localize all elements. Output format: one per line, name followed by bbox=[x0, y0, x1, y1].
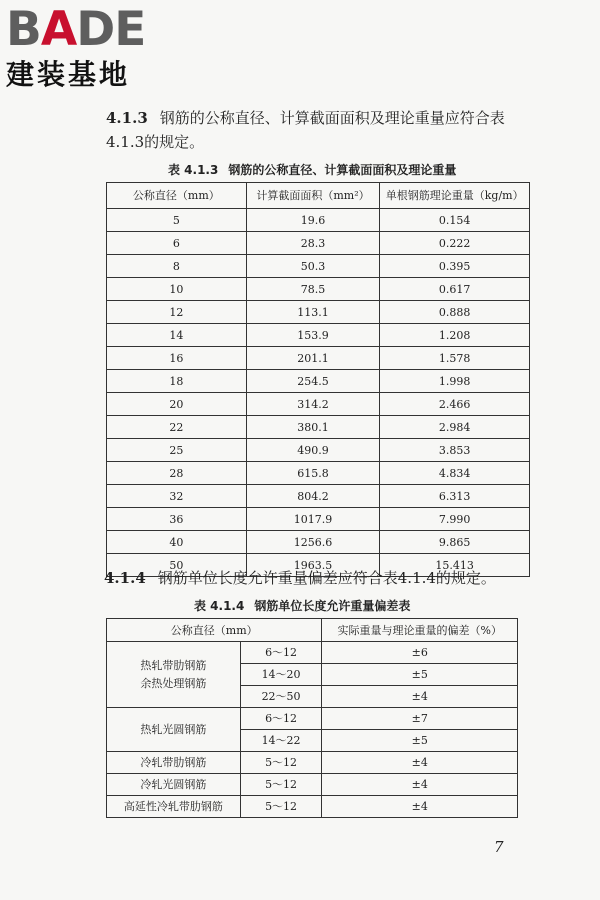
table-row bbox=[107, 370, 530, 393]
rebar-type-label: 冷轧带肋钢筋 bbox=[140, 755, 207, 769]
brand-wordmark: BADE bbox=[6, 2, 146, 57]
table-row bbox=[107, 301, 530, 324]
section-4-1-4-paragraph bbox=[104, 566, 534, 590]
rebar-properties-table bbox=[106, 182, 530, 577]
rebar-type-label: 余热处理钢筋 bbox=[140, 676, 207, 690]
diameter-range-cell: 22～50 bbox=[240, 686, 322, 708]
table-row bbox=[107, 642, 518, 664]
diameter-range-cell: 6～12 bbox=[240, 642, 322, 664]
section-area-cell: 615.8 bbox=[246, 462, 380, 485]
deviation-cell: ±4 bbox=[322, 774, 518, 796]
table-row bbox=[107, 774, 518, 796]
section-text: 钢筋单位长度允许重量偏差应符合表4.1.4的规定。 bbox=[157, 569, 496, 587]
theoretical-weight-cell: 0.154 bbox=[380, 209, 530, 232]
theoretical-weight-cell: 2.466 bbox=[380, 393, 530, 416]
table-row bbox=[107, 796, 518, 818]
nominal-diameter-cell: 28 bbox=[107, 462, 247, 485]
nominal-diameter-cell: 36 bbox=[107, 508, 247, 531]
rebar-type-label: 热轧带肋钢筋 bbox=[140, 658, 207, 672]
section-area-cell: 28.3 bbox=[246, 232, 380, 255]
header-section-area: 计算截面面积（mm²） bbox=[246, 183, 380, 209]
diameter-range-cell: 14～22 bbox=[240, 730, 322, 752]
rebar-type-cell bbox=[107, 708, 241, 752]
diameter-range-cell: 5～12 bbox=[240, 774, 322, 796]
nominal-diameter-cell: 25 bbox=[107, 439, 247, 462]
section-area-cell: 153.9 bbox=[246, 324, 380, 347]
theoretical-weight-cell: 6.313 bbox=[380, 485, 530, 508]
section-area-cell: 490.9 bbox=[246, 439, 380, 462]
table-header-row bbox=[107, 183, 530, 209]
theoretical-weight-cell: 0.222 bbox=[380, 232, 530, 255]
deviation-cell: ±7 bbox=[322, 708, 518, 730]
table-row bbox=[107, 708, 518, 730]
header-weight-deviation: 实际重量与理论重量的偏差（%） bbox=[322, 619, 518, 642]
weight-deviation-table bbox=[106, 618, 518, 818]
section-area-cell: 380.1 bbox=[246, 416, 380, 439]
deviation-cell: ±4 bbox=[322, 796, 518, 818]
deviation-cell: ±5 bbox=[322, 730, 518, 752]
nominal-diameter-cell: 14 bbox=[107, 324, 247, 347]
theoretical-weight-cell: 1.578 bbox=[380, 347, 530, 370]
diameter-range-cell: 5～12 bbox=[240, 752, 322, 774]
table-row bbox=[107, 462, 530, 485]
section-text: 钢筋的公称直径、计算截面面积及理论重量应符合表4.1.3的规定。 bbox=[106, 109, 505, 151]
table-row bbox=[107, 255, 530, 278]
rebar-type-label: 冷轧光圆钢筋 bbox=[140, 777, 207, 791]
nominal-diameter-cell: 50 bbox=[107, 554, 247, 577]
diameter-range-cell: 6～12 bbox=[240, 708, 322, 730]
table-row bbox=[107, 347, 530, 370]
page-number: 7 bbox=[494, 838, 504, 856]
deviation-cell: ±4 bbox=[322, 752, 518, 774]
table-4-1-3-caption: 表 4.1.3 钢筋的公称直径、计算截面面积及理论重量 bbox=[168, 163, 457, 177]
rebar-type-cell bbox=[107, 774, 241, 796]
nominal-diameter-cell: 22 bbox=[107, 416, 247, 439]
deviation-cell: ±6 bbox=[322, 642, 518, 664]
section-number: 4.1.4 bbox=[104, 569, 146, 587]
header-nominal-diameter: 公称直径（mm） bbox=[107, 183, 247, 209]
table-row bbox=[107, 752, 518, 774]
nominal-diameter-cell: 18 bbox=[107, 370, 247, 393]
table-row bbox=[107, 209, 530, 232]
table-row bbox=[107, 531, 530, 554]
nominal-diameter-cell: 40 bbox=[107, 531, 247, 554]
section-area-cell: 1017.9 bbox=[246, 508, 380, 531]
header-nominal-diameter: 公称直径（mm） bbox=[107, 619, 322, 642]
nominal-diameter-cell: 20 bbox=[107, 393, 247, 416]
theoretical-weight-cell: 3.853 bbox=[380, 439, 530, 462]
table-row bbox=[107, 278, 530, 301]
nominal-diameter-cell: 5 bbox=[107, 209, 247, 232]
theoretical-weight-cell: 15.413 bbox=[380, 554, 530, 577]
theoretical-weight-cell: 0.395 bbox=[380, 255, 530, 278]
nominal-diameter-cell: 10 bbox=[107, 278, 247, 301]
section-area-cell: 254.5 bbox=[246, 370, 380, 393]
theoretical-weight-cell: 0.617 bbox=[380, 278, 530, 301]
theoretical-weight-cell: 1.208 bbox=[380, 324, 530, 347]
brand-logo bbox=[6, 4, 145, 92]
table-row bbox=[107, 324, 530, 347]
table-row bbox=[107, 439, 530, 462]
nominal-diameter-cell: 32 bbox=[107, 485, 247, 508]
section-area-cell: 1256.6 bbox=[246, 531, 380, 554]
table-row bbox=[107, 232, 530, 255]
rebar-type-cell bbox=[107, 752, 241, 774]
section-area-cell: 1963.5 bbox=[246, 554, 380, 577]
table-4-1-4-caption: 表 4.1.4 钢筋单位长度允许重量偏差表 bbox=[194, 599, 411, 613]
section-number: 4.1.3 bbox=[106, 109, 148, 127]
nominal-diameter-cell: 6 bbox=[107, 232, 247, 255]
rebar-type-label: 高延性冷轧带肋钢筋 bbox=[123, 799, 223, 813]
section-area-cell: 78.5 bbox=[246, 278, 380, 301]
section-4-1-3-paragraph bbox=[106, 106, 536, 154]
table-row bbox=[107, 393, 530, 416]
deviation-cell: ±5 bbox=[322, 664, 518, 686]
rebar-type-cell bbox=[107, 796, 241, 818]
nominal-diameter-cell: 8 bbox=[107, 255, 247, 278]
diameter-range-cell: 14～20 bbox=[240, 664, 322, 686]
section-area-cell: 804.2 bbox=[246, 485, 380, 508]
theoretical-weight-cell: 2.984 bbox=[380, 416, 530, 439]
nominal-diameter-cell: 12 bbox=[107, 301, 247, 324]
section-area-cell: 113.1 bbox=[246, 301, 380, 324]
rebar-type-cell bbox=[107, 642, 241, 708]
deviation-cell: ±4 bbox=[322, 686, 518, 708]
diameter-range-cell: 5～12 bbox=[240, 796, 322, 818]
section-area-cell: 314.2 bbox=[246, 393, 380, 416]
table-row bbox=[107, 416, 530, 439]
nominal-diameter-cell: 16 bbox=[107, 347, 247, 370]
theoretical-weight-cell: 9.865 bbox=[380, 531, 530, 554]
section-area-cell: 19.6 bbox=[246, 209, 380, 232]
brand-subtitle: 建装基地 bbox=[6, 58, 131, 91]
section-area-cell: 50.3 bbox=[246, 255, 380, 278]
theoretical-weight-cell: 0.888 bbox=[380, 301, 530, 324]
rebar-type-label: 热轧光圆钢筋 bbox=[140, 722, 207, 736]
table-header-row bbox=[107, 619, 518, 642]
header-theoretical-weight: 单根钢筋理论重量（kg/m） bbox=[380, 183, 530, 209]
section-area-cell: 201.1 bbox=[246, 347, 380, 370]
table-row bbox=[107, 508, 530, 531]
theoretical-weight-cell: 1.998 bbox=[380, 370, 530, 393]
theoretical-weight-cell: 7.990 bbox=[380, 508, 530, 531]
theoretical-weight-cell: 4.834 bbox=[380, 462, 530, 485]
table-row bbox=[107, 485, 530, 508]
